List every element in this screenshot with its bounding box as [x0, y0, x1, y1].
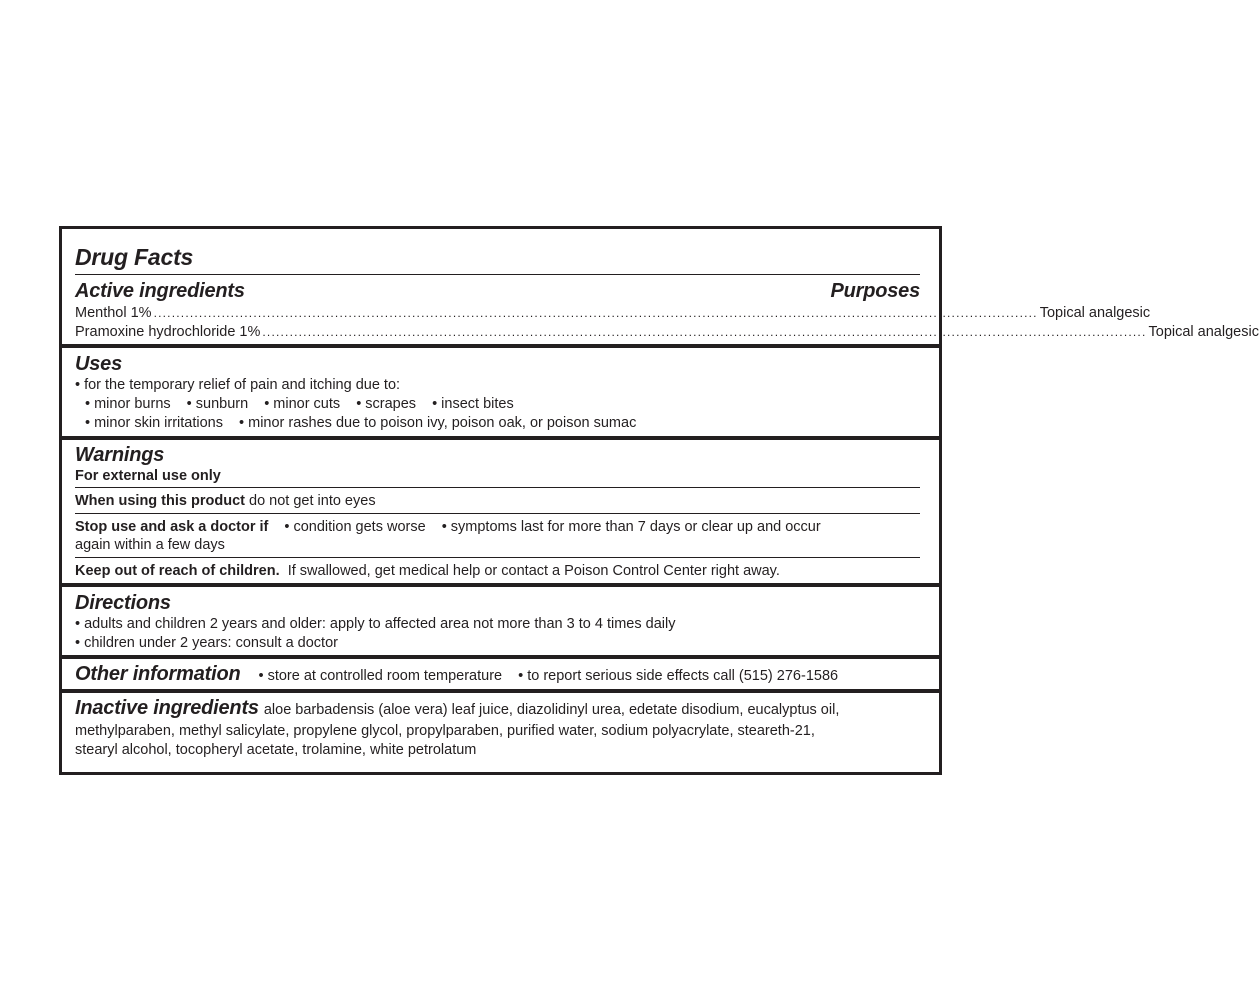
- stop-use-warning-continued: again within a few days: [75, 537, 225, 553]
- ingredient-purpose: Topical analgesic: [1148, 324, 1259, 340]
- list-item: to report serious side effects call (515) 276-1586: [527, 668, 839, 684]
- leader-dots: ...................................................................................................................................................................................................: [262, 325, 1147, 339]
- keep-out-of-reach-warning: Keep out of reach of children. If swallowed, get medical help or contact a Poison Control Center right away.: [75, 563, 780, 579]
- list-item: scrapes: [365, 396, 417, 412]
- list-item: sunburn: [195, 396, 249, 412]
- bullet-icon: •: [186, 396, 192, 412]
- bullet-icon: •: [239, 415, 245, 431]
- warning-rule: [75, 487, 920, 488]
- inactive-ingredients-line-2: methylparaben, methyl salicylate, propylene glycol, propylparaben, purified water, sodium polyacrylate, steareth-21,: [75, 723, 815, 739]
- directions-heading: Directions: [75, 592, 171, 614]
- list-item: minor burns: [94, 396, 171, 412]
- drug-facts-panel: [59, 226, 1259, 775]
- ingredient-purpose: Topical analgesic: [1039, 305, 1151, 321]
- other-information-heading: Other information: [75, 663, 241, 685]
- leader-dots: ...................................................................................................................................................................................................: [153, 306, 1038, 320]
- directions-item: • adults and children 2 years and older: apply to affected area not more than 3 to 4 times daily: [75, 616, 676, 632]
- section-divider: [62, 689, 939, 693]
- bullet-icon: •: [432, 396, 438, 412]
- warning-rule: [75, 513, 920, 514]
- bullet-icon: •: [85, 396, 91, 412]
- external-use-warning: For external use only: [75, 468, 221, 484]
- active-ingredients-heading: Active ingredients: [75, 280, 245, 302]
- ingredient-name: Menthol 1%: [75, 305, 152, 321]
- other-information: [75, 663, 920, 685]
- directions-item: • children under 2 years: consult a doctor: [75, 635, 338, 651]
- list-item: minor cuts: [273, 396, 341, 412]
- bullet-icon: •: [356, 396, 362, 412]
- inactive-ingredients-heading: Inactive ingredients: [75, 697, 259, 719]
- bullet-icon: •: [284, 519, 290, 535]
- list-item: insect bites: [441, 396, 514, 412]
- list-item: minor skin irritations: [94, 415, 223, 431]
- bullet-icon: •: [75, 635, 81, 651]
- stop-use-warning: Stop use and ask a doctor if • condition gets worse • symptoms last for more than 7 days or clear up and occur: [75, 519, 821, 535]
- section-divider: [62, 583, 939, 587]
- section-divider: [62, 436, 939, 440]
- inactive-ingredients-line-1: Inactive ingredients aloe barbadensis (aloe vera) leaf juice, diazolidinyl urea, edetate disodium, eucalyptus oil,: [75, 697, 840, 719]
- section-divider: [62, 344, 939, 348]
- bullet-icon: •: [75, 377, 81, 393]
- inactive-ingredients-line-3: stearyl alcohol, tocopheryl acetate, trolamine, white petrolatum: [75, 742, 477, 758]
- bullet-icon: •: [85, 415, 91, 431]
- title-rule: [75, 274, 920, 275]
- bullet-icon: •: [75, 616, 81, 632]
- active-ingredient-row: [75, 323, 1259, 341]
- list-item: store at controlled room temperature: [267, 668, 503, 684]
- bullet-icon: •: [441, 519, 447, 535]
- section-divider: [62, 655, 939, 659]
- uses-list-row-2: [85, 414, 920, 432]
- bullet-icon: •: [264, 396, 270, 412]
- warnings-heading: Warnings: [75, 444, 165, 466]
- warning-rule: [75, 557, 920, 558]
- when-using-warning: When using this product do not get into eyes: [75, 493, 376, 509]
- uses-list-row-1: [85, 395, 920, 413]
- uses-heading: Uses: [75, 353, 123, 375]
- active-ingredient-row: [75, 304, 1151, 322]
- uses-intro: • for the temporary relief of pain and itching due to:: [75, 377, 401, 393]
- ingredient-name: Pramoxine hydrochloride 1%: [75, 324, 261, 340]
- purposes-heading: Purposes: [830, 280, 920, 302]
- bullet-icon: •: [258, 668, 264, 684]
- bullet-icon: •: [518, 668, 524, 684]
- drug-facts-title: Drug Facts: [75, 244, 194, 270]
- list-item: minor rashes due to poison ivy, poison oak, or poison sumac: [248, 415, 637, 431]
